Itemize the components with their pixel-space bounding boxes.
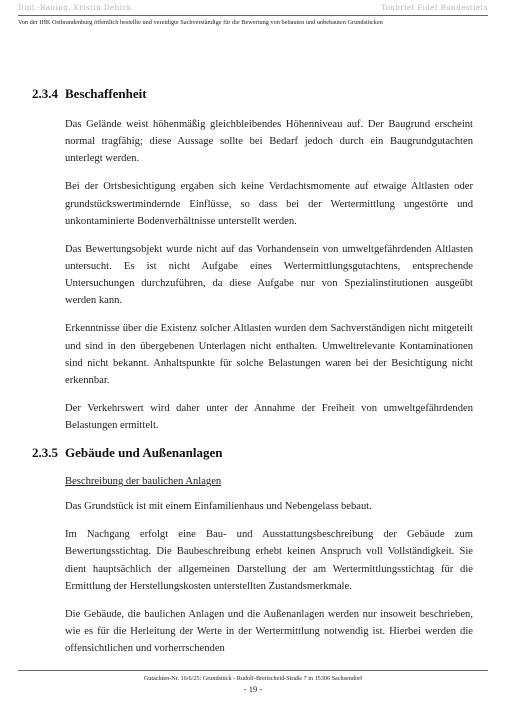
section-title: Beschaffenheit [65, 86, 147, 101]
page-footer [18, 670, 488, 694]
paragraph: Die Gebäude, die baulichen Anlagen und die Außenanlagen werden nur insoweit beschrieben, wie es für die Herleitung der Werte in der Wertermittlung notwendig ist. Hierbei werden die offensichtlichen und vorherrschenden [65, 608, 473, 655]
paragraph: Das Gelände weist höhenmäßig gleichbleibendes Höhenniveau auf. Der Baugrund erscheint normal tragfähig; diese Aussage sollte bei Bedarf jedoch durch ein Baugrundgutachten unterlegt werden. [65, 119, 473, 165]
paragraph: Erkenntnisse über die Existenz solcher Altlasten wurden dem Sachverständigen nicht mitgeteilt und sind in den übergebenen Unterlagen nicht enthalten. Umweltrelevante Kontaminationen sind nicht bekannt. Anhaltspunkte für solche Belastungen waren bei der Besichtigung nicht erkennbar. [65, 323, 473, 387]
header-left-text: Dipl.-Bauing. Kristin Debick [18, 4, 132, 12]
page-header [18, 4, 488, 26]
section-heading-beschaffenheit [32, 86, 472, 102]
header-subtitle: Von der IHK Ostbrandenburg öffentlich bestellte und vereidigte Sachverständige für die Bewertung von bebauten und unbebauten Grundstücken [18, 19, 383, 26]
paragraph: Im Nachgang erfolgt eine Bau- und Ausstattungsbeschreibung der Gebäude zum Bewertungsstichtag. Die Baubeschreibung erhebt keinen Anspruch voll Vollständigkeit. Sie dient hauptsächlich der allgemeinen Darstellung der am Wertermittlungsstichtag für die Ermittlung der Herstellungskosten unterstellten Zustandsmerkmale. [65, 529, 473, 592]
header-divider [18, 15, 488, 16]
section-body-beschaffenheit [65, 116, 473, 434]
footer-divider [18, 670, 488, 671]
paragraph: Das Grundstück ist mit einem Einfamilienhaus und Nebengelass bebaut. [65, 501, 372, 513]
section-number: 2.3.5 [32, 445, 58, 461]
paragraph: Der Verkehrswert wird daher unter der Annahme der Freiheit von umweltgefährdenden Belastungen ermittelt. [65, 403, 473, 432]
header-letterhead [18, 4, 488, 13]
section-heading-gebaeude [32, 445, 472, 461]
section-number: 2.3.4 [32, 86, 58, 101]
document-content [32, 86, 472, 668]
section-title: Gebäude und Außenanlagen [65, 445, 223, 461]
header-right-text: Tonbrief Fidel Bundestiets [380, 4, 488, 12]
paragraph: Bei der Ortsbesichtigung ergaben sich keine Verdachtsmomente auf etwaige Altlasten oder grundstückswertmindernde Einflüsse, so dass bei der Wertermittlung ungestörte und unkontaminierte Bodenverhältnisse unterstellt werden. [65, 181, 473, 227]
paragraph: Das Bewertungsobjekt wurde nicht auf das Vorhandensein von umweltgefährdenden Altlasten untersucht. Es ist nicht Aufgabe eines Wertermittlungsgutachtens, entsprechende Untersuchungen durchzuführen, da diese Aufgabe nur von Spezialinstitutionen ausgeübt werden kann. [65, 243, 473, 307]
subheading-bauliche-anlagen: Beschreibung der baulichen Anlagen [65, 476, 222, 488]
section-body-gebaeude [65, 475, 473, 657]
page-number: - 19 - [243, 684, 263, 694]
footer-reference: Gutachten-Nr. 16/6/25: Grundstück - Rudolf-Breitscheid-Straße 7 in 15306 Sachsendorf [143, 675, 363, 682]
